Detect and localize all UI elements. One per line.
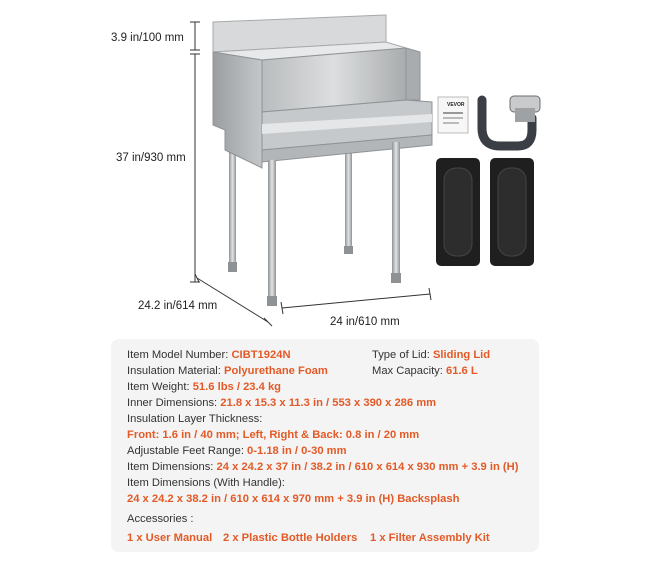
weight-value: 51.6 lbs / 23.4 kg	[192, 381, 282, 393]
height-label: 37 in/930 mm	[116, 152, 186, 164]
width-label: 24 in/610 mm	[330, 316, 400, 328]
handle-dim-value: 24 x 24.2 x 38.2 in / 610 x 614 x 970 mm + 3.9 in (H) Backsplash	[127, 493, 460, 505]
spec-feet	[127, 444, 347, 458]
spec-thickness-label-line	[127, 412, 262, 426]
accessory-1-value: 1 x User Manual	[127, 532, 213, 544]
capacity-value: 61.6 L	[446, 365, 478, 377]
spec-model	[127, 348, 291, 362]
handle-dim-label: Item Dimensions (With Handle):	[127, 477, 285, 489]
model-label: Item Model Number:	[127, 349, 229, 361]
weight-label: Item Weight:	[127, 381, 190, 393]
item-dim-value: 24 x 24.2 x 37 in / 38.2 in / 610 x 614 x 930 mm + 3.9 in (H)	[216, 461, 519, 473]
accessory-filter-kit	[370, 531, 490, 545]
thickness-label: Insulation Layer Thickness:	[127, 413, 263, 425]
depth-label: 24.2 in/614 mm	[138, 300, 218, 312]
bottle-holders-image	[436, 158, 534, 266]
manual-brand-text: VEVOR	[447, 102, 465, 108]
accessory-2-value: 2 x Plastic Bottle Holders	[223, 532, 358, 544]
accessories-label: Accessories :	[127, 513, 194, 525]
capacity-label: Max Capacity:	[372, 365, 443, 377]
feet-value: 0-1.18 in / 0-30 mm	[247, 445, 347, 457]
spec-handle-dim-label-line	[127, 476, 285, 490]
lid-value: Sliding Lid	[432, 349, 491, 361]
model-value: CIBT1924N	[231, 349, 291, 361]
insulation-material-label: Insulation Material:	[127, 365, 221, 377]
spec-capacity	[372, 364, 478, 378]
inner-dim-label: Inner Dimensions:	[127, 397, 218, 409]
feet-label: Adjustable Feet Range:	[127, 445, 244, 457]
spec-inner-dimensions	[127, 396, 436, 410]
spec-thickness-value-line	[127, 428, 419, 442]
spec-lid	[372, 348, 490, 362]
lid-label: Type of Lid:	[372, 349, 430, 361]
accessory-3-value: 1 x Filter Assembly Kit	[370, 532, 490, 544]
inner-dim-value: 21.8 x 15.3 x 11.3 in / 553 x 390 x 286 mm	[220, 397, 437, 409]
item-dim-label: Item Dimensions:	[127, 461, 214, 473]
accessory-bottle-holders	[223, 531, 357, 545]
insulation-material-value: Polyurethane Foam	[224, 365, 328, 377]
thickness-value: Front: 1.6 in / 40 mm; Left, Right & Back: 0.8 in / 20 mm	[127, 429, 420, 441]
spec-handle-dim-value-line	[127, 492, 459, 506]
spec-insulation-material	[127, 364, 328, 378]
spec-accessories-label-line	[127, 512, 194, 526]
backsplash-height-label: 3.9 in/100 mm	[111, 32, 184, 44]
accessory-user-manual	[127, 531, 212, 545]
spec-weight	[127, 380, 281, 394]
spec-item-dimensions	[127, 460, 518, 474]
